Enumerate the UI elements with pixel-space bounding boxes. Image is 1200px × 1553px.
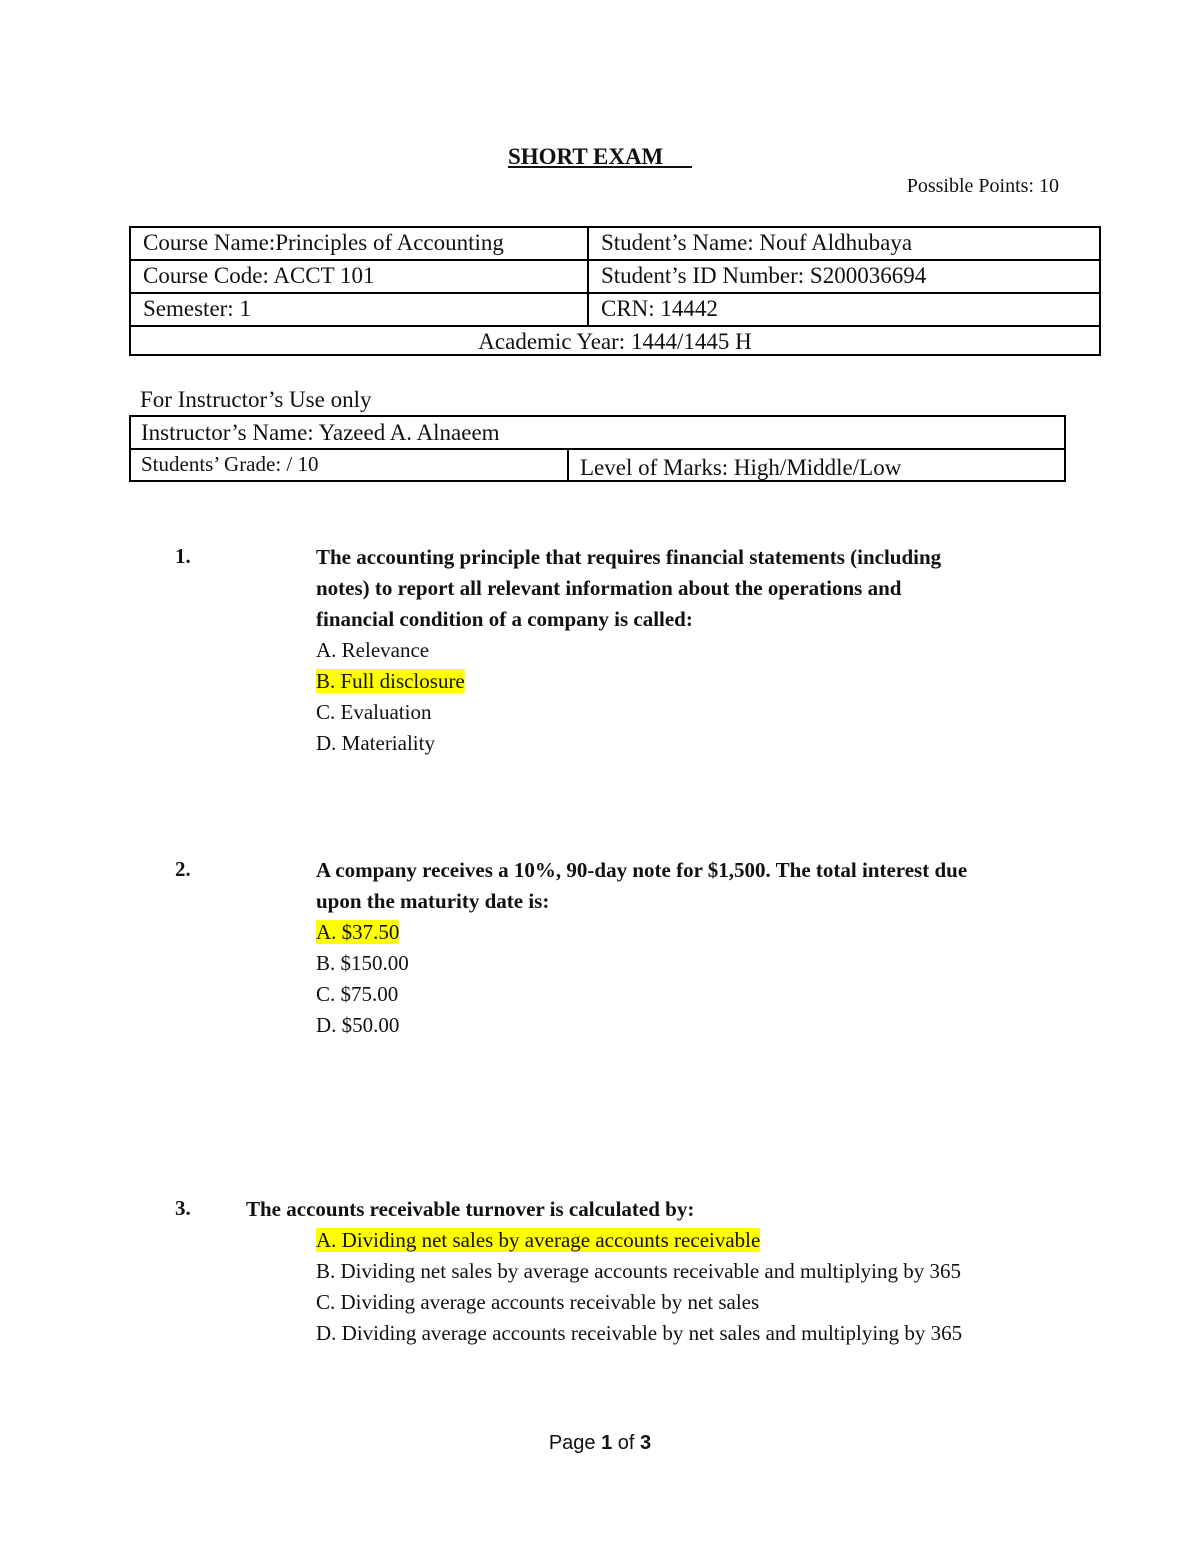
course-info-table <box>129 226 1101 356</box>
course-info-row <box>131 261 1099 294</box>
page-current: 1 <box>601 1432 613 1454</box>
answer-option: D. Dividing average accounts receivable by net sales and multiplying by 365 <box>316 1321 963 1345</box>
answer-option: A. Relevance <box>316 638 430 662</box>
page-total: 3 <box>640 1432 652 1454</box>
course-code-cell: Course Code: ACCT 101 <box>131 261 589 292</box>
answer-option: D. $50.00 <box>316 1013 400 1037</box>
answer-option: B. Dividing net sales by average accounts receivable and multiplying by 365 <box>316 1259 961 1283</box>
level-of-marks-cell: Level of Marks: High/Middle/Low <box>580 455 902 480</box>
course-info-row <box>131 228 1099 261</box>
student-grade-cell: Students’ Grade: / 10 <box>131 450 569 480</box>
question-3-options <box>316 1225 962 1349</box>
course-name-cell: Course Name:Principles of Accounting <box>131 228 589 259</box>
answer-option: D. Materiality <box>316 731 435 755</box>
page-footer <box>0 1432 1200 1455</box>
instructor-section-heading: For Instructor’s Use only <box>140 387 372 412</box>
student-id-cell: Student’s ID Number: S200036694 <box>601 263 927 288</box>
answer-option: C. $75.00 <box>316 982 399 1006</box>
question-text: financial condition of a company is called: <box>316 607 693 631</box>
student-name-cell: Student’s Name: Nouf Aldhubaya <box>601 230 913 255</box>
instructor-name-cell: Instructor’s Name: Yazeed A. Alnaeem <box>141 420 500 445</box>
question-text: The accounts receivable turnover is calculated by: <box>246 1197 695 1221</box>
page-of-label: of <box>617 1432 635 1454</box>
crn-cell: CRN: 14442 <box>601 296 718 321</box>
question-number: 1. <box>175 544 191 568</box>
answer-option-highlighted: A. Dividing net sales by average accounts receivable <box>316 1228 761 1252</box>
course-info-row <box>131 294 1099 327</box>
answer-option: C. Dividing average accounts receivable by net sales <box>316 1290 760 1314</box>
answer-option: C. Evaluation <box>316 700 432 724</box>
question-number: 3. <box>175 1196 191 1220</box>
question-text: upon the maturity date is: <box>316 889 550 913</box>
page-label: Page <box>548 1432 596 1454</box>
question-text: A company receives a 10%, 90-day note for $1,500. The total interest due <box>316 858 968 882</box>
instructor-row <box>131 417 1064 450</box>
possible-points: Possible Points: 10 <box>906 175 1059 197</box>
answer-option: B. $150.00 <box>316 951 409 975</box>
answer-option-highlighted: A. $37.50 <box>316 920 400 944</box>
exam-title: SHORT EXAM <box>507 144 693 169</box>
instructor-table <box>129 415 1066 482</box>
semester-cell: Semester: 1 <box>131 294 589 325</box>
question-text: The accounting principle that requires financial statements (including <box>316 545 942 569</box>
question-1 <box>316 542 941 759</box>
question-number: 2. <box>175 857 191 881</box>
question-2 <box>316 855 967 1041</box>
answer-option-highlighted: B. Full disclosure <box>316 669 465 693</box>
question-text: notes) to report all relevant information about the operations and <box>316 576 902 600</box>
academic-year-cell: Academic Year: 1444/1445 H <box>478 329 752 354</box>
instructor-row <box>131 450 1064 480</box>
course-info-row <box>131 327 1099 356</box>
